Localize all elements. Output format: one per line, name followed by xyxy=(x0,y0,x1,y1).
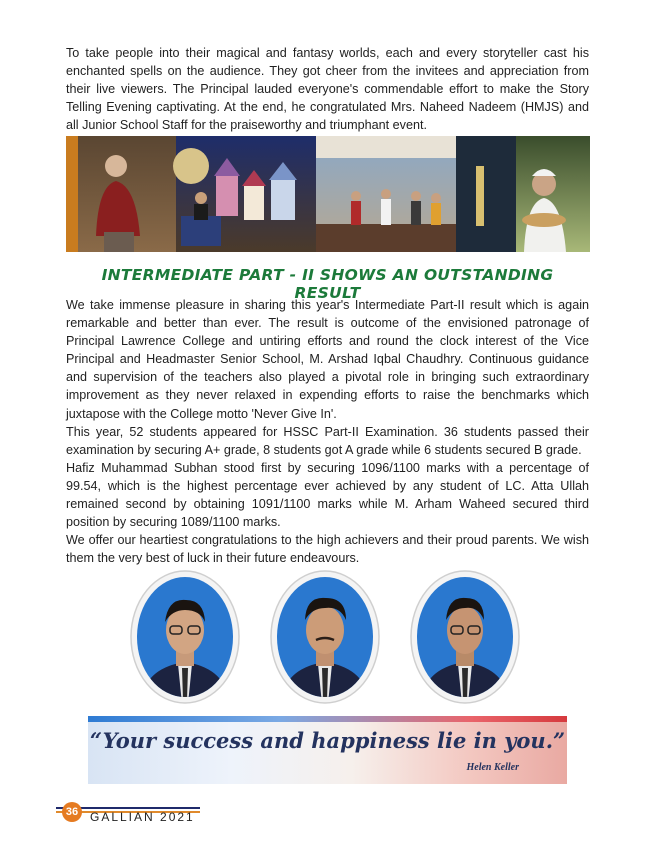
student-portrait-second xyxy=(270,570,380,704)
banner-stripe xyxy=(88,716,567,722)
quote-text: “Your success and happiness lie in you.” xyxy=(89,728,566,753)
intro-paragraph: To take people into their magical and fantasy worlds, each and every storyteller cast his enchanted spells on the audience. They got cheer from the invitees and appreciation from their live viewers. The Principal lauded everyone's commendable effort to make the Story Telling Evening captivating. At the end, he congratulated Mrs. Naheed Nadeem (HMJS) and all Junior School Staff for the praiseworthy and triumphant event. xyxy=(66,46,589,133)
quote-banner xyxy=(88,716,567,784)
result-paragraph: Hafiz Muhammad Subhan stood first by securing 1096/1100 marks with a percentage of 99.54, which is the highest percentage ever achieved by any student of LC. Atta Ullah remained second by obtaining 1091/1100 marks while M. Arham Waheed secured third position by securing 1089/1100 marks. xyxy=(66,460,589,530)
event-photo-image xyxy=(66,136,590,252)
event-photo-collage xyxy=(66,136,590,252)
publication-name: GALLIAN 2021 xyxy=(90,810,195,824)
student-portrait-third xyxy=(410,570,520,704)
result-paragraph: We offer our heartiest congratulations to the high achievers and their proud parents. We wish them the very best of luck in their future endeavours. xyxy=(66,533,589,566)
result-body xyxy=(66,296,589,567)
quote-author: Helen Keller xyxy=(466,762,519,773)
result-paragraph: We take immense pleasure in sharing this year's Intermediate Part-II result which is again remarkable and better than ever. The result is outcome of the envisioned patronage of Principal Lawrence College and untiring efforts and round the clock interest of the Vice Principal and Headmaster Senior School, M. Arshad Iqbal Chaudhry. Continuous guidance and supervision of the teachers also played a pivotal role in bringing such extraordinary improvement as they never relaxed in expending efforts to raise the benchmarks which juxtapose with the College motto 'Never Give In'. xyxy=(66,298,589,421)
section-heading: INTERMEDIATE PART - II SHOWS AN OUTSTANDING RESULT xyxy=(101,266,554,302)
page-number-badge: 36 xyxy=(62,802,82,822)
student-portrait-first xyxy=(130,570,240,704)
result-paragraph: This year, 52 students appeared for HSSC Part-II Examination. 36 students passed their examination by securing A+ grade, 8 students got A grade while 6 students secured B grade. xyxy=(66,424,589,457)
